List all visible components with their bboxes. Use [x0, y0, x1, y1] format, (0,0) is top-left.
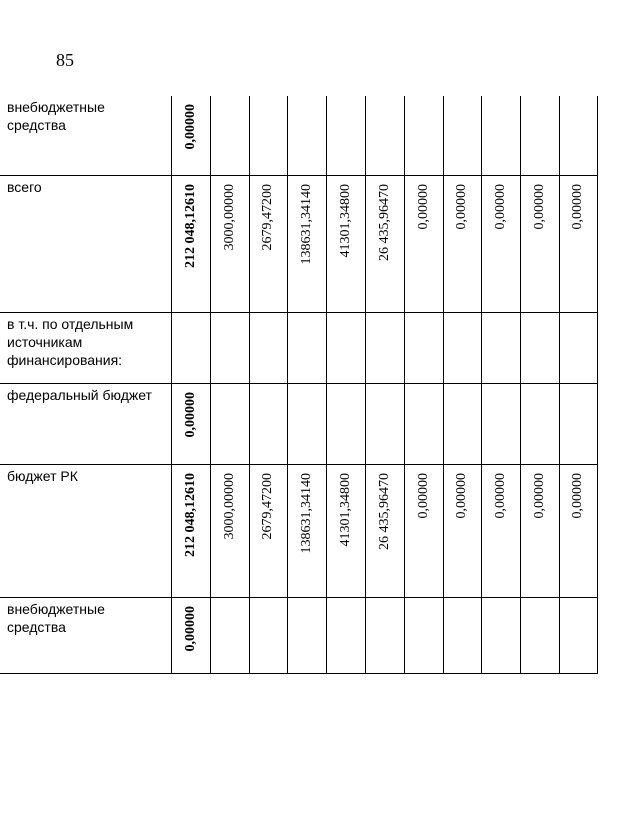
total-cell [171, 176, 210, 313]
year-value: 0,00000 [454, 184, 469, 230]
year-value-cell [559, 313, 597, 384]
year-value-cell [559, 384, 597, 465]
total-value: 0,00000 [182, 104, 198, 150]
year-value-cell [249, 96, 287, 176]
year-value-cell [210, 176, 249, 313]
year-value-cell [443, 598, 481, 674]
total-cell [171, 598, 210, 674]
year-value-cell [365, 313, 404, 384]
table-row [0, 465, 597, 598]
budget-table [0, 96, 598, 674]
row-label: в т.ч. по отдельным источникам финансирования: [0, 313, 171, 384]
year-value-cell [520, 176, 559, 313]
table-row [0, 598, 597, 674]
year-value-cell [404, 465, 443, 598]
year-value-cell [520, 313, 559, 384]
year-value: 3000,00000 [221, 184, 237, 251]
year-value-cell [326, 96, 365, 176]
year-value-cell [481, 96, 520, 176]
year-value-cell [326, 313, 365, 384]
year-value-cell [365, 176, 404, 313]
year-value-cell [249, 598, 287, 674]
year-value-cell [326, 384, 365, 465]
page-number: 85 [56, 50, 74, 70]
year-value-cell [210, 598, 249, 674]
year-value-cell [520, 465, 559, 598]
year-value-cell [326, 465, 365, 598]
year-value-cell [287, 176, 326, 313]
year-value-cell [210, 465, 249, 598]
year-value: 138631,34140 [298, 184, 314, 265]
row-label: федеральный бюджет [0, 384, 171, 465]
year-value-cell [210, 384, 249, 465]
row-label: всего [0, 176, 171, 313]
year-value-cell [443, 313, 481, 384]
year-value-cell [481, 384, 520, 465]
year-value: 0,00000 [492, 184, 508, 230]
total-cell [171, 384, 210, 465]
year-value-cell [365, 598, 404, 674]
table-row [0, 176, 597, 313]
year-value-cell [559, 96, 597, 176]
year-value: 0,00000 [492, 473, 508, 519]
year-value-cell [210, 96, 249, 176]
year-value-cell [443, 384, 481, 465]
total-cell [171, 465, 210, 598]
year-value: 41301,34800 [337, 473, 353, 547]
total-cell [171, 313, 210, 384]
year-value: 26 435,96470 [376, 473, 392, 550]
year-value-cell [249, 384, 287, 465]
year-value-cell [559, 465, 597, 598]
year-value-cell [287, 313, 326, 384]
year-value-cell [404, 96, 443, 176]
total-value: 212 048,12610 [182, 473, 198, 557]
year-value: 0,00000 [570, 184, 585, 230]
total-cell [171, 96, 210, 176]
total-value: 0,00000 [182, 606, 198, 652]
year-value-cell [481, 176, 520, 313]
year-value: 0,00000 [415, 184, 431, 230]
year-value: 3000,00000 [221, 473, 237, 540]
year-value-cell [481, 313, 520, 384]
year-value: 0,00000 [531, 473, 547, 519]
year-value-cell [287, 465, 326, 598]
year-value-cell [404, 384, 443, 465]
year-value-cell [365, 465, 404, 598]
table-row [0, 96, 597, 176]
total-value: 212 048,12610 [182, 184, 198, 268]
year-value-cell [210, 313, 249, 384]
year-value-cell [481, 598, 520, 674]
year-value-cell [249, 465, 287, 598]
year-value-cell [520, 384, 559, 465]
row-label: внебюджетные средства [0, 598, 171, 674]
total-value: 0,00000 [182, 392, 198, 438]
year-value: 0,00000 [415, 473, 431, 519]
year-value-cell [404, 176, 443, 313]
year-value-cell [559, 598, 597, 674]
row-label: бюджет РК [0, 465, 171, 598]
year-value: 0,00000 [454, 473, 469, 519]
year-value: 26 435,96470 [376, 184, 392, 261]
table-row [0, 384, 597, 465]
year-value-cell [287, 96, 326, 176]
year-value-cell [326, 598, 365, 674]
year-value-cell [443, 96, 481, 176]
year-value-cell [559, 176, 597, 313]
year-value-cell [365, 96, 404, 176]
year-value-cell [481, 465, 520, 598]
year-value-cell [443, 465, 481, 598]
year-value-cell [249, 176, 287, 313]
year-value-cell [287, 384, 326, 465]
year-value-cell [404, 598, 443, 674]
row-label: внебюджетные средства [0, 96, 171, 176]
table-row [0, 313, 597, 384]
year-value: 0,00000 [570, 473, 585, 519]
year-value: 2679,47200 [260, 473, 275, 540]
year-value-cell [520, 598, 559, 674]
year-value-cell [249, 313, 287, 384]
year-value-cell [287, 598, 326, 674]
year-value-cell [404, 313, 443, 384]
year-value: 2679,47200 [260, 184, 275, 251]
year-value: 138631,34140 [298, 473, 314, 554]
year-value: 0,00000 [531, 184, 547, 230]
year-value-cell [443, 176, 481, 313]
year-value-cell [326, 176, 365, 313]
year-value: 41301,34800 [337, 184, 353, 258]
year-value-cell [365, 384, 404, 465]
year-value-cell [520, 96, 559, 176]
